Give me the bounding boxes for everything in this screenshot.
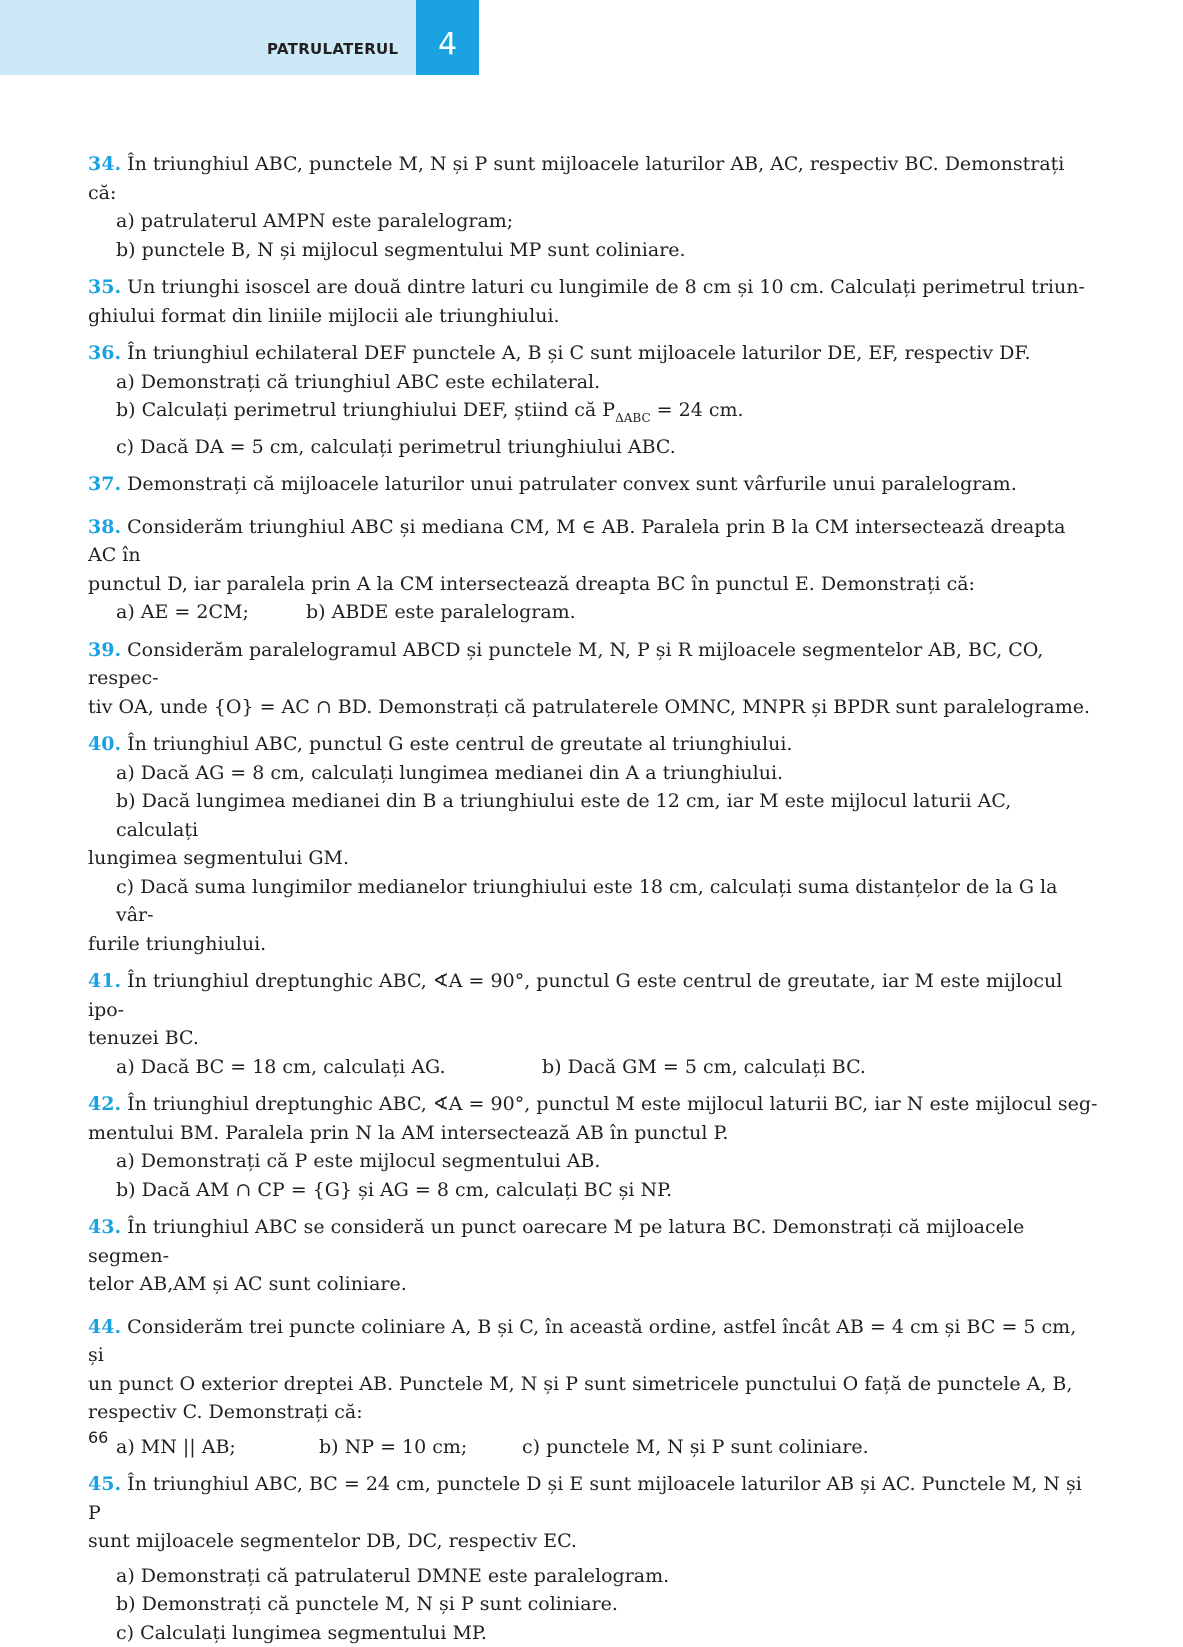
exercise-text: În triunghiul ABC, BC = 24 cm, punctele D și E sunt mijloacele laturilor AB și AC. Punctele M, N și P (88, 1473, 1082, 1524)
exercise-number: 38. (88, 516, 121, 538)
exercise-text: tenuzei BC. (88, 1024, 1098, 1053)
exercise-text: respectiv C. Demonstrați că: (88, 1398, 1098, 1427)
exercise-line (88, 967, 1098, 1024)
exercise-item: a) Dacă AG = 8 cm, calculați lungimea medianei din A a triunghiului. (88, 759, 1098, 788)
exercise-item: b) ABDE este paralelogram. (306, 601, 576, 623)
page-number: 66 (88, 1428, 108, 1447)
exercise-37 (88, 470, 1098, 499)
header-band (0, 0, 416, 75)
exercise-text: În triunghiul ABC se consideră un punct oarecare M pe latura BC. Demonstrați că mijloacele segmen- (88, 1216, 1024, 1267)
exercise-number: 44. (88, 1316, 121, 1338)
exercise-line (88, 1313, 1098, 1370)
exercise-line (88, 1213, 1098, 1270)
exercise-text: mentului BM. Paralela prin N la AM intersectează AB în punctul P. (88, 1119, 1098, 1148)
exercise-line (88, 730, 1098, 759)
exercise-34 (88, 150, 1098, 264)
exercise-item: c) Dacă DA = 5 cm, calculați perimetrul triunghiului ABC. (88, 433, 1098, 462)
exercise-43 (88, 1213, 1098, 1299)
chapter-title: PATRULATERUL (267, 40, 398, 58)
exercise-item: a) Demonstrați că P este mijlocul segmentului AB. (88, 1147, 1098, 1176)
exercise-44 (88, 1313, 1098, 1462)
exercise-text: un punct O exterior dreptei AB. Punctele M, N și P sunt simetricele punctului O față de punctele A, B, (88, 1370, 1098, 1399)
exercise-41 (88, 967, 1098, 1081)
exercise-number: 43. (88, 1216, 121, 1238)
exercise-number: 39. (88, 639, 121, 661)
exercise-39 (88, 636, 1098, 722)
exercise-42 (88, 1090, 1098, 1204)
exercise-item: c) punctele M, N și P sunt coliniare. (522, 1436, 869, 1458)
exercise-line (88, 636, 1098, 693)
exercise-text: = 24 cm. (651, 399, 744, 421)
exercise-number: 36. (88, 342, 121, 364)
exercise-item-row (88, 1053, 1098, 1082)
exercise-text: Demonstrați că mijloacele laturilor unui patrulater convex sunt vârfurile unui paralelogram. (127, 473, 1017, 495)
exercise-text: tiv OA, unde {O} = AC ∩ BD. Demonstrați că patrulaterele OMNC, MNPR și BPDR sunt paralelograme. (88, 693, 1098, 722)
exercise-text: ghiului format din liniile mijlocii ale triunghiului. (88, 302, 1098, 331)
exercise-35 (88, 273, 1098, 330)
exercise-item: a) MN || AB; (116, 1433, 319, 1462)
exercise-40 (88, 730, 1098, 958)
exercise-text: În triunghiul echilateral DEF punctele A, B și C sunt mijloacele laturilor DE, EF, respectiv DF. (127, 342, 1030, 364)
exercise-item: a) Demonstrați că triunghiul ABC este echilateral. (88, 368, 1098, 397)
exercise-text: Un triunghi isoscel are două dintre laturi cu lungimile de 8 cm și 10 cm. Calculați perimetrul triun- (127, 276, 1085, 298)
exercise-text: În triunghiul ABC, punctele M, N și P sunt mijloacele laturilor AB, AC, respectiv BC. Demonstrați că: (88, 153, 1064, 204)
exercise-text: punctul D, iar paralela prin A la CM intersectează dreapta BC în punctul E. Demonstrați că: (88, 570, 1098, 599)
exercise-text: Considerăm triunghiul ABC și mediana CM, M ∈ AB. Paralela prin B la CM intersectează dreapta AC în (88, 516, 1065, 567)
exercise-text: furile triunghiului. (88, 930, 1098, 959)
exercise-45 (88, 1470, 1098, 1647)
exercise-item-row (88, 1433, 1098, 1462)
exercise-item-row (88, 598, 1098, 627)
exercise-number: 35. (88, 276, 121, 298)
exercise-item: a) AE = 2CM; (116, 598, 306, 627)
exercise-line (88, 273, 1098, 302)
exercise-item: b) punctele B, N și mijlocul segmentului MP sunt coliniare. (88, 236, 1098, 265)
exercise-item: b) Dacă GM = 5 cm, calculați BC. (542, 1056, 866, 1078)
exercise-line (88, 513, 1098, 570)
exercise-text: În triunghiul ABC, punctul G este centrul de greutate al triunghiului. (127, 733, 792, 755)
exercise-text: telor AB,AM și AC sunt coliniare. (88, 1270, 1098, 1299)
exercise-item: a) patrulaterul AMPN este paralelogram; (88, 207, 1098, 236)
exercise-item: b) Dacă AM ∩ CP = {G} și AG = 8 cm, calculați BC și NP. (88, 1176, 1098, 1205)
exercise-line (88, 150, 1098, 207)
exercise-item: b) NP = 10 cm; (319, 1433, 522, 1462)
exercise-item: a) Demonstrați că patrulaterul DMNE este paralelogram. (88, 1562, 1098, 1591)
exercise-line (88, 1470, 1098, 1527)
exercise-text: Considerăm paralelogramul ABCD și punctele M, N, P și R mijloacele segmentelor AB, BC, CO, respec- (88, 639, 1043, 690)
exercise-number: 37. (88, 473, 121, 495)
exercise-number: 34. (88, 153, 121, 175)
exercise-text: lungimea segmentului GM. (88, 844, 1098, 873)
chapter-number-badge: 4 (416, 0, 479, 75)
exercise-number: 41. (88, 970, 121, 992)
exercise-text: b) Calculați perimetrul triunghiului DEF, știind că P (116, 399, 615, 421)
exercise-line (88, 339, 1098, 368)
exercise-number: 45. (88, 1473, 121, 1495)
exercise-number: 40. (88, 733, 121, 755)
exercise-line (88, 1090, 1098, 1119)
exercise-item (88, 396, 1098, 433)
exercise-38 (88, 513, 1098, 627)
exercise-text: În triunghiul dreptunghic ABC, ∢A = 90°, punctul M este mijlocul laturii BC, iar N este mijlocul seg- (127, 1093, 1097, 1115)
exercise-list (88, 150, 1098, 1647)
perimeter-subscript: ΔABC (615, 411, 651, 425)
exercise-text: Considerăm trei puncte coliniare A, B și C, în această ordine, astfel încât AB = 4 cm și BC = 5 cm, și (88, 1316, 1076, 1367)
exercise-item: c) Dacă suma lungimilor medianelor triunghiului este 18 cm, calculați suma distanțelor de la G la vâr- (88, 873, 1098, 930)
exercise-text: sunt mijloacele segmentelor DB, DC, respectiv EC. (88, 1527, 1098, 1556)
exercise-text: În triunghiul dreptunghic ABC, ∢A = 90°, punctul G este centrul de greutate, iar M este mijlocul ipo- (88, 970, 1062, 1021)
exercise-item: a) Dacă BC = 18 cm, calculați AG. (116, 1053, 542, 1082)
exercise-item: b) Demonstrați că punctele M, N și P sunt coliniare. (88, 1590, 1098, 1619)
exercise-item: b) Dacă lungimea medianei din B a triunghiului este de 12 cm, iar M este mijlocul laturii AC, calculați (88, 787, 1098, 844)
exercise-item: c) Calculați lungimea segmentului MP. (88, 1619, 1098, 1647)
exercise-number: 42. (88, 1093, 121, 1115)
exercise-36 (88, 339, 1098, 461)
exercise-line (88, 470, 1098, 499)
